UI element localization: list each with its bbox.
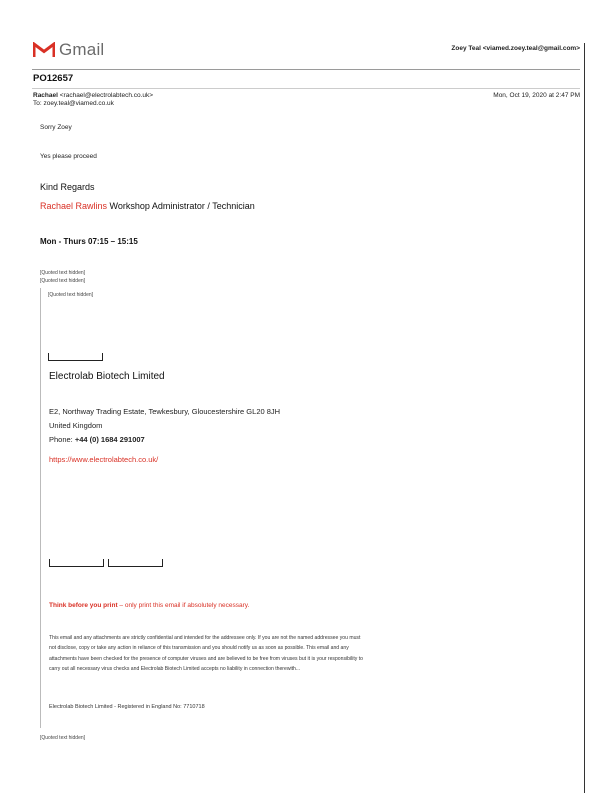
address-line-1: E2, Northway Trading Estate, Tewkesbury, Gloucestershire GL20 8JH <box>49 407 281 416</box>
disclaimer: This email and any attachments are strictly confidential and intended for the addressee only. If you are not the named addressee you must not disclose, copy or take any action in reliance of this transmission and you should notify us as soon as possible. This email and any attachments have been checked for the presence of computer viruses and are believed to be free from viruses but it is your responsibility to carry out all necessary virus checks and Electrolab Biotech Limited accepts no liability in connection therewith... <box>49 635 363 673</box>
phone-number: +44 (0) 1684 291007 <box>74 435 145 444</box>
website-link[interactable]: https://www.electrolabtech.co.uk/ <box>49 455 159 464</box>
quoted-text-2[interactable]: [Quoted text hidden] <box>40 278 86 284</box>
image-placeholder <box>48 353 103 361</box>
gmail-wordmark: Gmail <box>59 40 105 59</box>
phone-label: Phone: <box>49 435 75 444</box>
kind-regards: Kind Regards <box>40 182 95 192</box>
company-name: Electrolab Biotech Limited <box>49 371 165 382</box>
gmail-m-icon <box>33 42 55 58</box>
quoted-text-4[interactable]: [Quoted text hidden] <box>40 735 86 741</box>
working-hours: Mon - Thurs 07:15 – 15:15 <box>40 237 138 246</box>
print-notice-rest: – only print this email if absolutely necessary. <box>117 602 250 609</box>
sender <box>33 92 153 99</box>
sender-name: Rachael <box>33 92 58 99</box>
signature-line <box>40 201 255 211</box>
email-date: Mon, Oct 19, 2020 at 2:47 PM <box>493 92 580 99</box>
signature-name: Rachael Rawlins <box>40 201 108 211</box>
account-email: Zoey Teal <viamed.zoey.teal@gmail.com> <box>451 45 580 52</box>
sender-email: <rachael@electrolabtech.co.uk> <box>59 92 154 99</box>
image-placeholder-1 <box>49 559 104 567</box>
registration: Electrolab Biotech Limited - Registered in England No: 7710718 <box>49 704 205 710</box>
email-subject: PO12657 <box>33 73 74 84</box>
print-notice-bold: Think before you print <box>49 602 118 609</box>
address-line-2: United Kingdom <box>49 421 103 430</box>
header-divider <box>32 69 580 70</box>
recipient: To: zoey.teal@viamed.co.uk <box>33 100 114 107</box>
quoted-text-1[interactable]: [Quoted text hidden] <box>40 270 86 276</box>
signature-title: Workshop Administrator / Technician <box>107 201 255 211</box>
page-edge-line <box>584 43 585 793</box>
print-notice <box>49 602 249 609</box>
body-line-proceed: Yes please proceed <box>40 153 97 160</box>
image-placeholder-2 <box>108 559 163 567</box>
subject-divider <box>32 88 580 89</box>
quote-bar <box>40 288 41 728</box>
phone <box>49 435 145 444</box>
body-line-sorry: Sorry Zoey <box>40 124 72 131</box>
gmail-logo <box>33 40 104 60</box>
quoted-text-3[interactable]: [Quoted text hidden] <box>48 292 94 298</box>
